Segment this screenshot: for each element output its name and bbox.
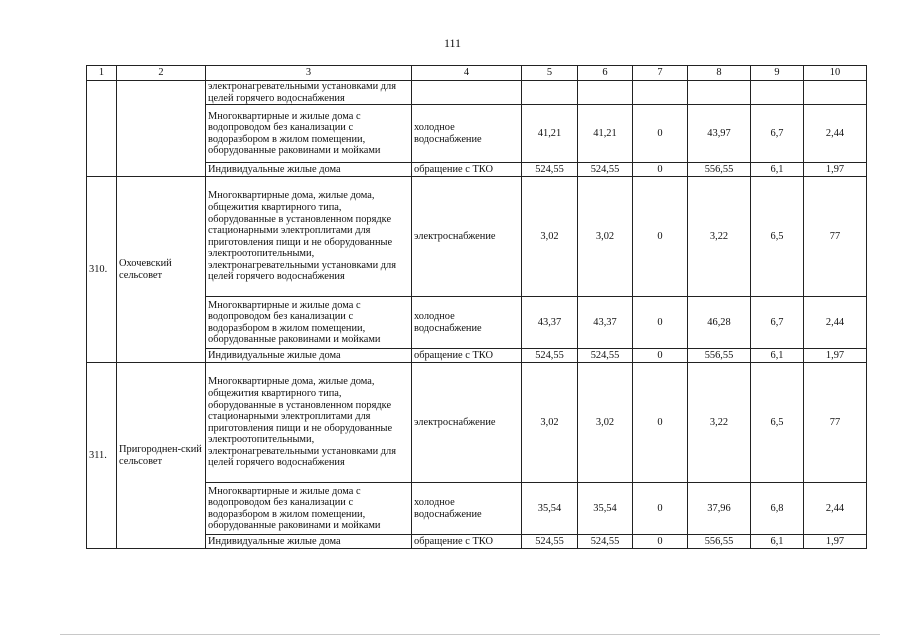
housing-description: Многоквартирные и жилые дома с водопроводом без канализации с водоразбором в жилом помещении, оборудованные раковинами и мойками xyxy=(206,483,412,535)
value-cell: 2,44 xyxy=(804,297,867,349)
value-cell: 1,97 xyxy=(804,163,867,177)
value-cell: 0 xyxy=(633,297,688,349)
value-cell: 43,37 xyxy=(578,297,633,349)
value-cell: 3,02 xyxy=(578,363,633,483)
value-cell xyxy=(633,81,688,105)
value-cell: 3,02 xyxy=(578,177,633,297)
value-cell xyxy=(751,81,804,105)
column-header: 2 xyxy=(117,66,206,81)
housing-description: Многоквартирные и жилые дома с водопроводом без канализации с водоразбором в жилом помещении, оборудованные раковинами и мойками xyxy=(206,297,412,349)
value-cell: 556,55 xyxy=(688,349,751,363)
value-cell: 43,97 xyxy=(688,105,751,163)
value-cell: 556,55 xyxy=(688,163,751,177)
value-cell: 6,7 xyxy=(751,297,804,349)
service-type: обращение с ТКО xyxy=(412,163,522,177)
value-cell: 0 xyxy=(633,535,688,549)
column-header: 1 xyxy=(87,66,117,81)
value-cell: 35,54 xyxy=(578,483,633,535)
value-cell: 556,55 xyxy=(688,535,751,549)
value-cell: 6,1 xyxy=(751,349,804,363)
service-type: холодное водоснабжение xyxy=(412,297,522,349)
row-number-cell xyxy=(87,81,117,177)
page-number: 111 xyxy=(443,36,462,50)
service-type: холодное водоснабжение xyxy=(412,105,522,163)
row-number: 311. xyxy=(87,363,117,549)
housing-description: Индивидуальные жилые дома xyxy=(206,535,412,549)
value-cell: 524,55 xyxy=(578,535,633,549)
value-cell: 46,28 xyxy=(688,297,751,349)
column-header: 4 xyxy=(412,66,522,81)
settlement-name: Пригороднен-ский сельсовет xyxy=(117,363,206,549)
scan-edge-line xyxy=(60,634,880,635)
service-cell xyxy=(412,81,522,105)
value-cell: 524,55 xyxy=(578,349,633,363)
service-type: обращение с ТКО xyxy=(412,535,522,549)
housing-description: электронагревательными установками для целей горячего водоснабжения xyxy=(206,81,412,105)
service-type: электроснабжение xyxy=(412,363,522,483)
column-header: 7 xyxy=(633,66,688,81)
housing-description: Многоквартирные и жилые дома с водопроводом без канализации с водоразбором в жилом помещении, оборудованные раковинами и мойками xyxy=(206,105,412,163)
table-row xyxy=(87,177,867,297)
value-cell: 524,55 xyxy=(522,163,578,177)
housing-description: Многоквартирные дома, жилые дома, общежития квартирного типа, оборудованные в установленном порядке стационарными электроплитами для приготовления пищи и не оборудованные электроотопительными, электронагревательными установками для целей горячего водоснабжения xyxy=(206,363,412,483)
value-cell: 41,21 xyxy=(578,105,633,163)
value-cell: 43,37 xyxy=(522,297,578,349)
housing-description: Индивидуальные жилые дома xyxy=(206,163,412,177)
row-number: 310. xyxy=(87,177,117,363)
value-cell: 6,7 xyxy=(751,105,804,163)
value-cell: 0 xyxy=(633,177,688,297)
value-cell: 35,54 xyxy=(522,483,578,535)
housing-description: Многоквартирные дома, жилые дома, общежития квартирного типа, оборудованные в установленном порядке стационарными электроплитами для приготовления пищи и не оборудованные электроотопительными, электронагревательными установками для целей горячего водоснабжения xyxy=(206,177,412,297)
value-cell: 3,22 xyxy=(688,177,751,297)
value-cell: 2,44 xyxy=(804,483,867,535)
value-cell: 6,1 xyxy=(751,163,804,177)
value-cell: 1,97 xyxy=(804,349,867,363)
value-cell: 6,1 xyxy=(751,535,804,549)
housing-description: Индивидуальные жилые дома xyxy=(206,349,412,363)
value-cell: 2,44 xyxy=(804,105,867,163)
table-row xyxy=(87,81,867,105)
service-type: обращение с ТКО xyxy=(412,349,522,363)
tariff-table xyxy=(86,65,867,549)
settlement-name-cell xyxy=(117,81,206,177)
column-header: 3 xyxy=(206,66,412,81)
value-cell: 3,02 xyxy=(522,177,578,297)
value-cell: 1,97 xyxy=(804,535,867,549)
value-cell xyxy=(804,81,867,105)
service-type: электроснабжение xyxy=(412,177,522,297)
service-type: холодное водоснабжение xyxy=(412,483,522,535)
value-cell: 0 xyxy=(633,349,688,363)
column-header: 9 xyxy=(751,66,804,81)
value-cell: 77 xyxy=(804,177,867,297)
column-header: 6 xyxy=(578,66,633,81)
value-cell xyxy=(578,81,633,105)
column-header: 10 xyxy=(804,66,867,81)
value-cell: 6,8 xyxy=(751,483,804,535)
value-cell xyxy=(688,81,751,105)
value-cell: 6,5 xyxy=(751,363,804,483)
column-header: 5 xyxy=(522,66,578,81)
value-cell: 524,55 xyxy=(522,349,578,363)
value-cell: 3,22 xyxy=(688,363,751,483)
value-cell: 37,96 xyxy=(688,483,751,535)
value-cell: 0 xyxy=(633,363,688,483)
table-row xyxy=(87,363,867,483)
value-cell: 41,21 xyxy=(522,105,578,163)
value-cell xyxy=(522,81,578,105)
header-row xyxy=(87,66,867,81)
value-cell: 3,02 xyxy=(522,363,578,483)
value-cell: 77 xyxy=(804,363,867,483)
value-cell: 524,55 xyxy=(522,535,578,549)
value-cell: 0 xyxy=(633,105,688,163)
settlement-name: Охочевский сельсовет xyxy=(117,177,206,363)
value-cell: 524,55 xyxy=(578,163,633,177)
value-cell: 0 xyxy=(633,483,688,535)
value-cell: 6,5 xyxy=(751,177,804,297)
value-cell: 0 xyxy=(633,163,688,177)
column-header: 8 xyxy=(688,66,751,81)
